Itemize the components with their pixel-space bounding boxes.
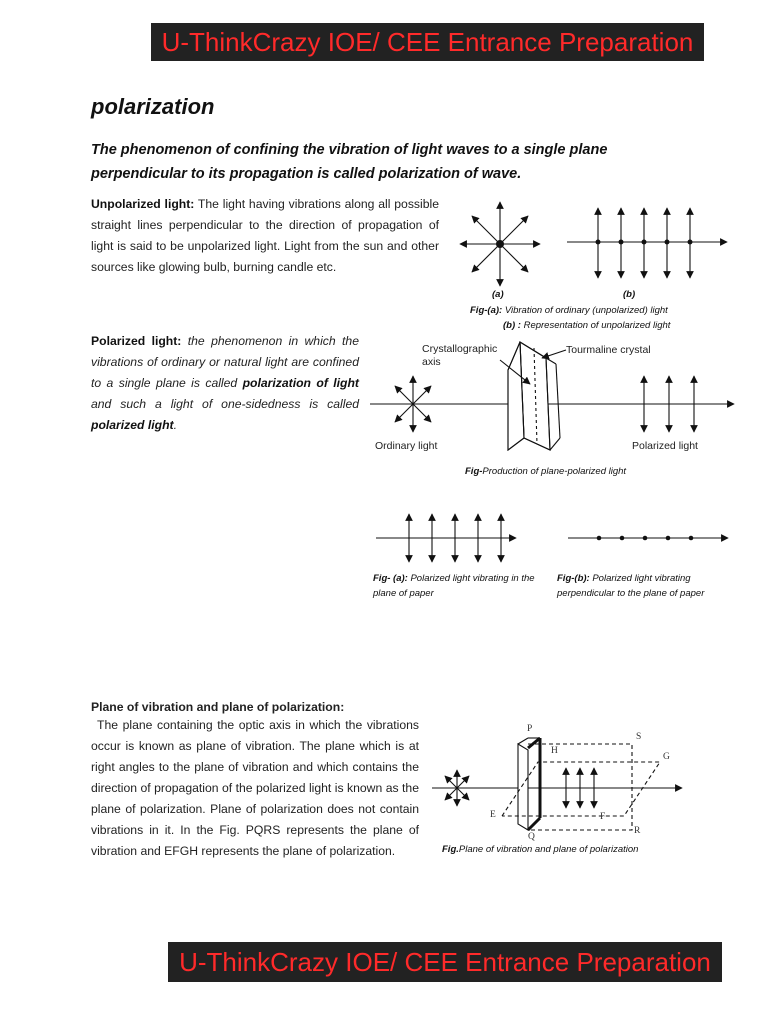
fig3b-perpendicular: [568, 536, 728, 541]
unpolarized-figure: [455, 196, 735, 296]
fig3-caption-b: Fig-(b): Polarized light vibrating perpendicular to the plane of paper: [557, 573, 705, 599]
plane-paragraph: The plane containing the optic axis in which the vibrations occur is known as plane of vibration. The plane which is at right angles to the plane of vibration and which contains the direction of propagation of the polarized light is known as the plane of polarization. Plane of polarization does not contain vibrations in it. In the Fig. PQRS represents the plane of vibration and EFGH represents the plane of polarization.: [91, 718, 419, 858]
fig4-caption: Fig.Plane of vibration and plane of polarization: [442, 844, 639, 855]
crystallographic-axis-label: Crystallographic axis: [422, 343, 498, 368]
polarized-paragraph: Polarized light: the phenomenon in which the vibrations of ordinary or natural light are confined to a single plane is called polarization of light and such a light of one-sidedness is called polarized light.: [91, 334, 359, 432]
label-e: E: [490, 810, 496, 820]
label-r: R: [634, 826, 641, 836]
plane-heading: Plane of vibration and plane of polarization:: [91, 700, 345, 714]
tourmaline-label: Tourmaline crystal: [566, 344, 651, 356]
fig1-caption-a: Fig-(a): Vibration of ordinary (unpolarized) light: [470, 305, 668, 316]
footer-banner: U-ThinkCrazy IOE/ CEE Entrance Preparation: [168, 942, 722, 982]
label-h: H: [551, 746, 558, 756]
label-f: F: [600, 812, 606, 822]
ordinary-light-label: Ordinary light: [375, 440, 438, 452]
polarized-light-label: Polarized light: [632, 440, 698, 452]
label-s: S: [636, 732, 642, 742]
label-q: Q: [528, 832, 535, 842]
polarized-term: Polarized light:: [91, 334, 182, 348]
definition-text: The phenomenon of confining the vibration of light waves to a single plane perpendicular to its propagation is called polarization of wave.: [91, 142, 608, 182]
unpolarized-ray-diagram: [567, 208, 727, 278]
unpolarized-term: Unpolarized light:: [91, 197, 195, 211]
fig2-caption: Fig-Production of plane-polarized light: [465, 466, 627, 477]
label-p: P: [527, 724, 533, 734]
unpolarized-star-diagram: [460, 202, 540, 286]
fig1-caption-b: (b) : Representation of unpolarized light: [503, 320, 671, 331]
unpolarized-text: The light having vibrations along all possible straight lines perpendicular to the direction of propagation of light is said to be unpolarized light. Light from the sun and other sources like glowing bulb, burning candle etc.: [91, 197, 439, 274]
page-title: polarization: [91, 94, 215, 119]
fig1-label-a: (a): [492, 289, 504, 300]
header-banner: U-ThinkCrazy IOE/ CEE Entrance Preparation: [151, 23, 704, 61]
label-g: G: [663, 752, 670, 762]
fig3a-in-plane: [376, 514, 516, 562]
fig1-label-b: (b): [623, 289, 636, 300]
unpolarized-paragraph: [91, 194, 439, 278]
fig3-caption-a: Fig- (a): Polarized light vibrating in the plane of paper: [373, 573, 535, 599]
polarized-plane-figures: [376, 512, 731, 566]
plane-figure: [432, 730, 687, 840]
